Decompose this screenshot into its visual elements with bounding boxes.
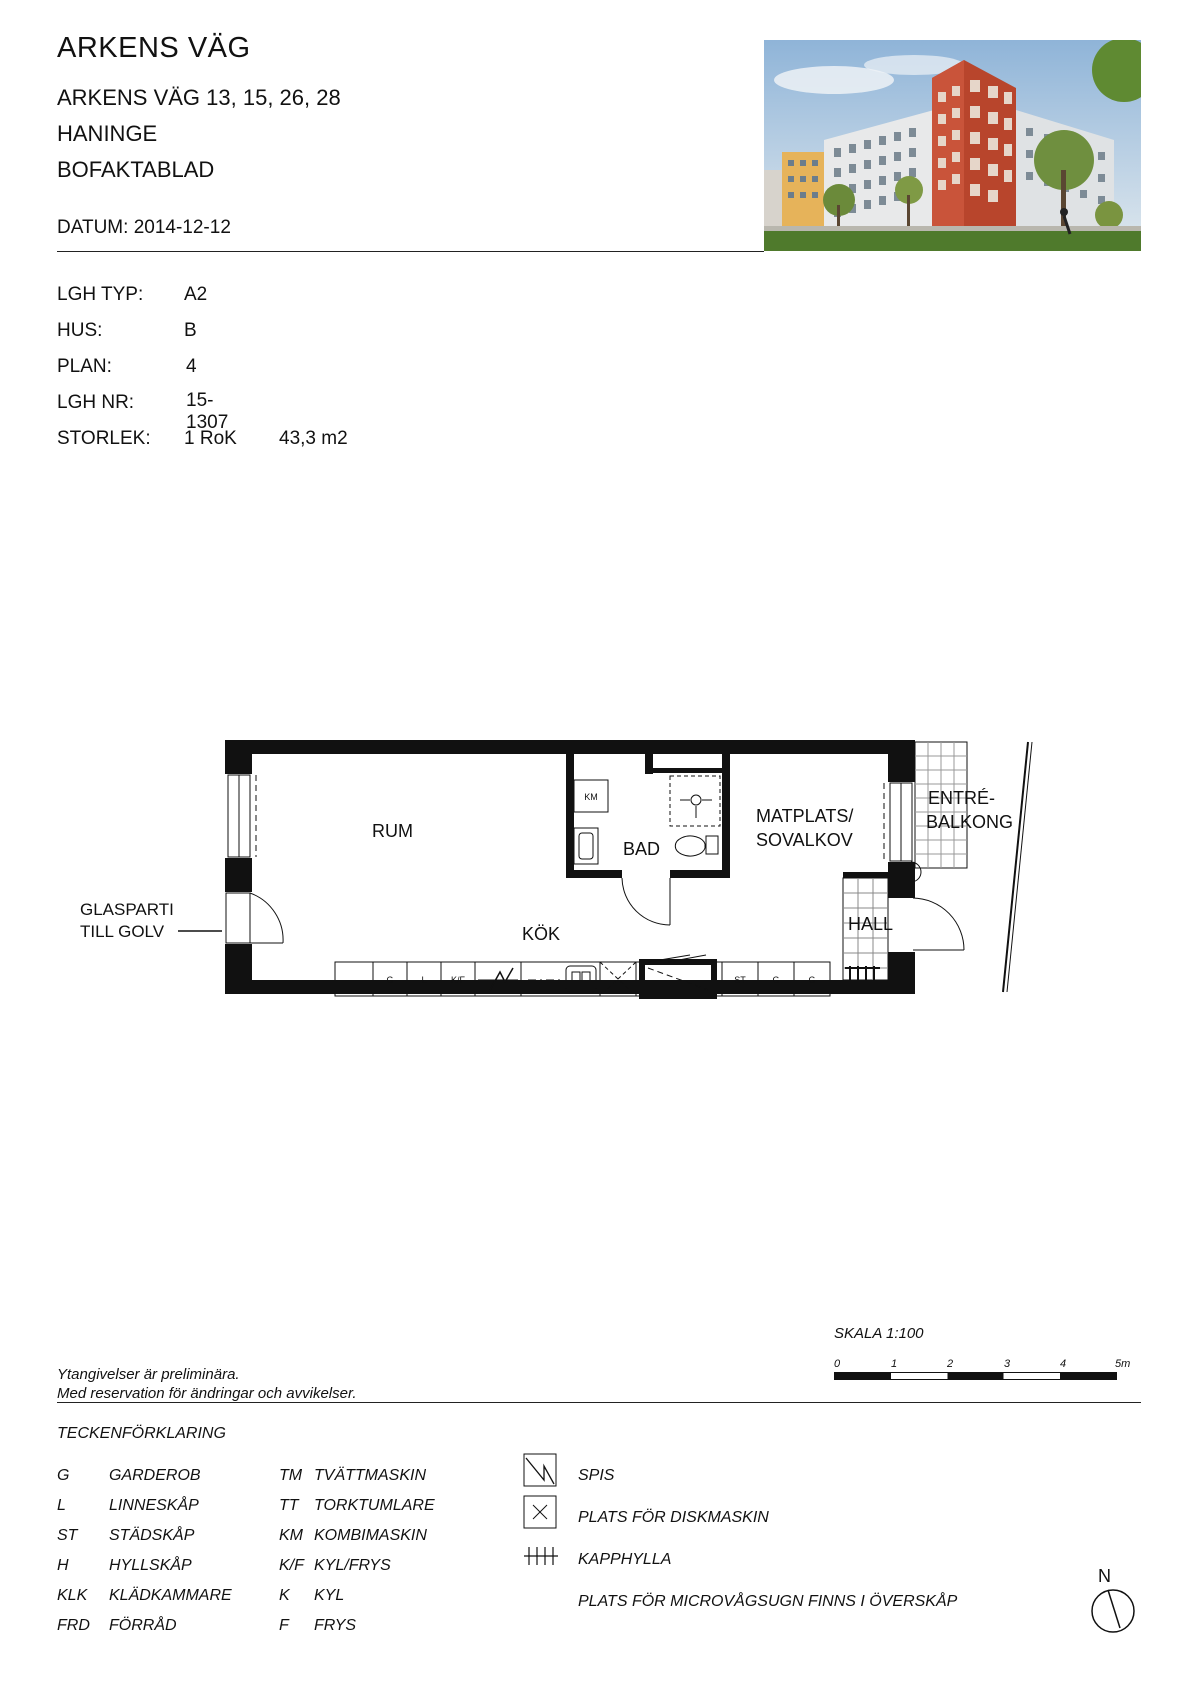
scale-tick-4: 4	[1060, 1358, 1067, 1370]
compass-icon	[1090, 1588, 1136, 1634]
note-line-2: Med reservation för ändringar och avvikelser.	[57, 1385, 357, 1402]
legend-abbr: K/F	[279, 1557, 304, 1574]
header-divider	[57, 251, 764, 252]
floor-plan	[60, 730, 1040, 1000]
legend-text: KYL	[314, 1587, 345, 1604]
legend-codes	[57, 1467, 507, 1647]
fixture-g-1: G	[386, 975, 394, 985]
fact-lgh-typ-value: A2	[184, 284, 208, 305]
legend-text: KLÄDKAMMARE	[109, 1587, 232, 1604]
spis-icon	[524, 1454, 556, 1486]
fact-plan-value: 4	[186, 356, 197, 377]
legend-abbr: L	[57, 1497, 66, 1514]
legend-text: GARDEROB	[109, 1467, 201, 1484]
room-entre-1: ENTRÉ-	[928, 788, 995, 808]
legend-abbr: K	[279, 1587, 290, 1604]
fixture-g-2: G	[772, 975, 780, 985]
glasparti-label-2: TILL GOLV	[80, 922, 165, 941]
legend-abbr: ST	[57, 1527, 78, 1544]
scale-tick-3: 3	[1004, 1358, 1011, 1370]
room-kok: KÖK	[522, 924, 561, 944]
city: HANINGE	[57, 121, 158, 146]
legend-title: TECKENFÖRKLARING	[57, 1425, 226, 1442]
scale-bar	[834, 1358, 1134, 1388]
legend-abbr: TM	[279, 1467, 303, 1484]
fixture-kf: K/F	[450, 975, 466, 985]
legend-abbr: F	[279, 1617, 289, 1634]
fixture-g-3: G	[808, 975, 816, 985]
fixture-km: KM	[584, 792, 598, 802]
legend-text: TORKTUMLARE	[314, 1497, 435, 1514]
glasparti-label-1: GLASPARTI	[80, 900, 174, 919]
fact-storlek-label: STORLEK:	[57, 428, 151, 449]
legend-spis: SPIS	[578, 1467, 615, 1484]
notes-divider	[57, 1402, 1141, 1403]
scale-tick-2: 2	[947, 1358, 954, 1370]
legend-text: TVÄTTMASKIN	[314, 1467, 427, 1484]
building-image	[764, 40, 1141, 251]
legend-abbr: H	[57, 1557, 69, 1574]
legend-text: KYL/FRYS	[314, 1557, 391, 1574]
legend-kapphylla: KAPPHYLLA	[578, 1551, 672, 1568]
legend-text: KOMBIMASKIN	[314, 1527, 427, 1544]
legend-micro: PLATS FÖR MICROVÅGSUGN FINNS I ÖVERSKÅP	[578, 1593, 958, 1610]
room-hall: HALL	[848, 914, 894, 934]
date: DATUM: 2014-12-12	[57, 217, 231, 238]
scale-label: SKALA 1:100	[834, 1325, 924, 1342]
fixture-l: L	[421, 975, 427, 985]
fact-storlek-area: 43,3 m2	[279, 428, 348, 449]
legend-symbols	[522, 1452, 562, 1592]
legend-abbr: FRD	[57, 1617, 90, 1634]
fact-storlek-value: 1 RoK	[184, 428, 237, 449]
legend-text: STÄDSKÅP	[109, 1527, 195, 1544]
legend-text: FÖRRÅD	[109, 1617, 177, 1634]
dishwasher-icon	[524, 1496, 556, 1528]
legend-abbr: TT	[279, 1497, 299, 1514]
legend-text: FRYS	[314, 1617, 357, 1634]
legend-abbr: KLK	[57, 1587, 88, 1604]
fact-hus-value: B	[184, 320, 197, 341]
room-matplats-2: SOVALKOV	[756, 830, 853, 850]
scale-tick-5: 5m	[1115, 1358, 1131, 1370]
fixture-st: ST	[734, 975, 746, 985]
fact-lgh-nr-label: LGH NR:	[57, 392, 135, 413]
kapphylla-icon	[524, 1547, 558, 1565]
address: ARKENS VÄG 13, 15, 26, 28	[57, 85, 341, 110]
room-bad: BAD	[623, 839, 661, 859]
legend-text: LINNESKÅP	[109, 1497, 199, 1514]
fact-hus-label: HUS:	[57, 320, 103, 341]
fact-lgh-nr-value: 15-1307	[186, 390, 229, 433]
north-label: N	[1098, 1566, 1111, 1586]
floor-plan-drawing	[60, 730, 1040, 1000]
note-line-1: Ytangivelser är preliminära.	[57, 1366, 240, 1383]
document-type: BOFAKTABLAD	[57, 157, 215, 182]
scale-tick-1: 1	[891, 1358, 898, 1370]
fact-lgh-typ-label: LGH TYP:	[57, 284, 144, 305]
room-rum: RUM	[372, 821, 413, 841]
room-matplats-1: MATPLATS/	[756, 806, 854, 826]
page-title: ARKENS VÄG	[57, 32, 251, 64]
scale-bar-graphic	[834, 1372, 1117, 1380]
legend-abbr: G	[57, 1467, 70, 1484]
scale-tick-0: 0	[834, 1358, 841, 1370]
fact-plan-label: PLAN:	[57, 356, 112, 377]
legend-disk: PLATS FÖR DISKMASKIN	[578, 1509, 769, 1526]
room-entre-2: BALKONG	[926, 812, 1014, 832]
legend-abbr: KM	[279, 1527, 303, 1544]
legend-text: HYLLSKÅP	[109, 1557, 192, 1574]
